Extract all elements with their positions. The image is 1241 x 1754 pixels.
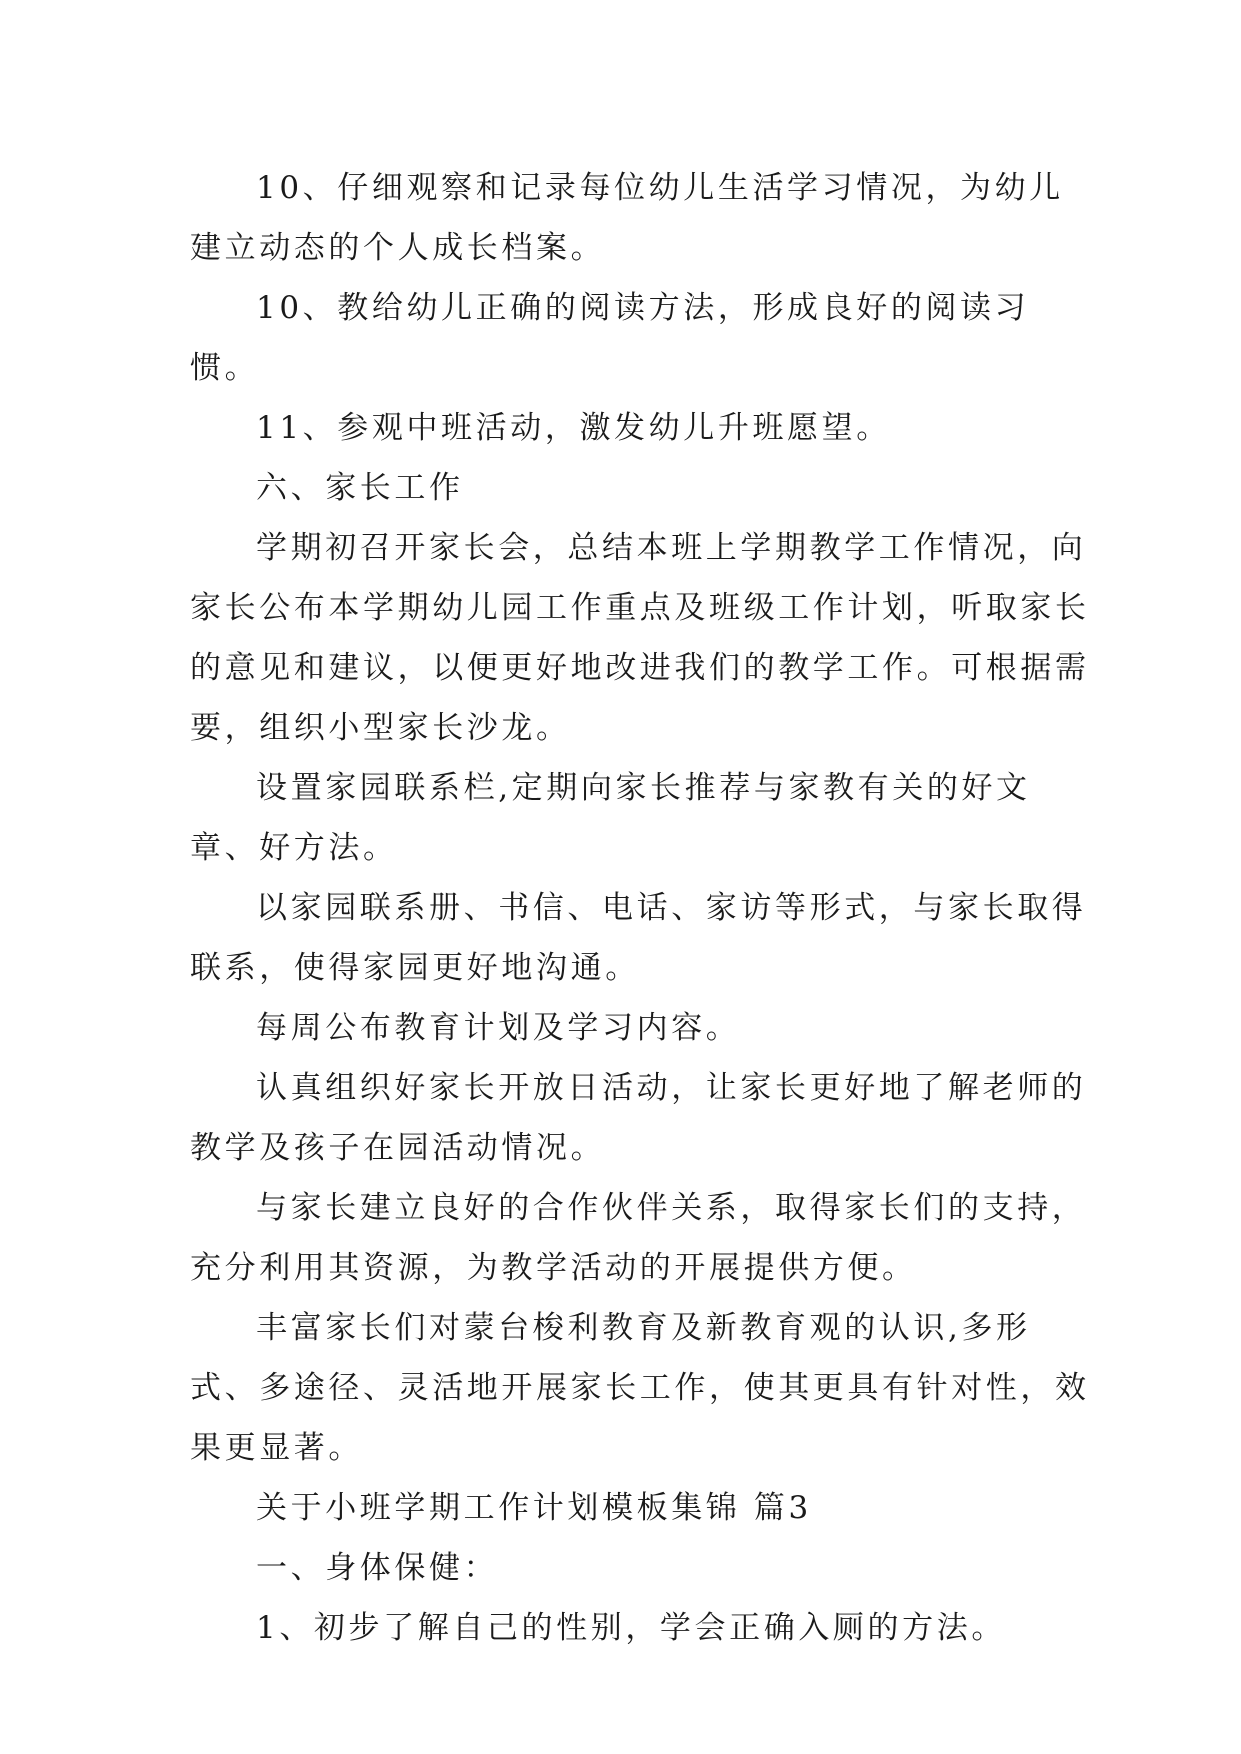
paragraph-partnership: 与家长建立良好的合作伙伴关系，取得家长们的支持，充分利用其资源，为教学活动的开展提供方便。: [190, 1190, 1087, 1286]
paragraph-reading-method: 10、教给幼儿正确的阅读方法，形成良好的阅读习惯。: [190, 290, 1030, 386]
paragraph-gender-toilet: 1、初步了解自己的性别，学会正确入厕的方法。: [256, 1610, 1006, 1646]
paragraph-contact-forms: 以家园联系册、书信、电话、家访等形式，与家长取得联系，使得家园更好地沟通。: [190, 890, 1087, 986]
paragraph-parent-meeting: 学期初召开家长会，总结本班上学期教学工作情况，向家长公布本学期幼儿园工作重点及班级工作计划，听取家长的意见和建议，以便更好地改进我们的教学工作。可根据需要，组织小型家长沙龙。: [190, 530, 1090, 746]
document-body: [190, 158, 1090, 1658]
section-heading-health: 一、身体保健：: [256, 1550, 499, 1586]
paragraph-open-day: 认真组织好家长开放日活动，让家长更好地了解老师的教学及孩子在园活动情况。: [190, 1070, 1087, 1166]
section-title-plan-3: 关于小班学期工作计划模板集锦 篇3: [256, 1490, 812, 1526]
paragraph-weekly-plan: 每周公布教育计划及学习内容。: [256, 1010, 741, 1046]
paragraph-observe-record: 10、仔细观察和记录每位幼儿生活学习情况，为幼儿建立动态的个人成长档案。: [190, 170, 1064, 266]
paragraph-montessori: 丰富家长们对蒙台梭利教育及新教育观的认识,多形式、多途径、灵活地开展家长工作，使其更具有针对性，效果更显著。: [190, 1310, 1090, 1466]
paragraph-contact-board: 设置家园联系栏,定期向家长推荐与家教有关的好文章、好方法。: [190, 770, 1031, 866]
section-heading-parent-work: 六、家长工作: [256, 470, 464, 506]
paragraph-visit-middle-class: 11、参观中班活动，激发幼儿升班愿望。: [256, 410, 891, 446]
